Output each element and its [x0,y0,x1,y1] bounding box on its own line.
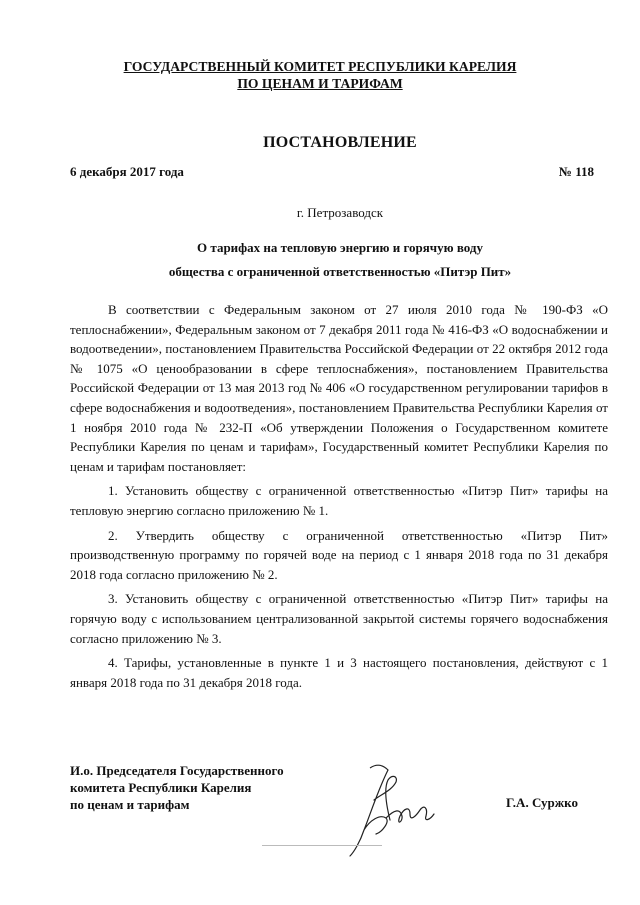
item-2-paragraph: 2. Утвердить обществу с ограниченной ответственностью «Питэр Пит» производственную программу по горячей воде на период с 1 января 2018 года по 31 декабря 2018 года согласно приложению № 2. [70,527,608,582]
item-3-paragraph: 3. Установить обществу с ограниченной ответственностью «Питэр Пит» тарифы на горячую воду с использованием централизованной закрытой системы горячего водоснабжения согласно приложению № 3. [70,591,608,646]
scan-artifact-line [262,845,382,846]
document-body [70,300,608,692]
item-4-paragraph: 4. Тарифы, установленные в пункте 1 и 3 настоящего постановления, действуют с 1 января 2018 года по 31 декабря 2018 года. [70,655,608,690]
preamble-paragraph: В соответствии с Федеральным законом от 27 июля 2010 года № 190-ФЗ «О теплоснабжении», Федеральным законом от 7 декабря 2011 года № 416-ФЗ «О водоснабжении и водоотведении», постановлением Правительства Российской Федерации от 22 октября 2012 года № 1075 «О ценообразовании в сфере теплоснабжения», постановлением Правительства Российской Федерации от 13 мая 2013 год № 406 «О государственном регулировании тарифов в сфере водоснабжения и водоотведения», постановлением Правительства Республики Карелия от 1 ноября 2010 года № 232-П «Об утверждении Положения о Государственном комитете Республики Карелия по ценам и тарифам», Государственный комитет Республики Карелия по ценам и тарифам постановляет: [70,302,608,474]
signatory-line-2: комитета Республики Карелия [70,780,252,795]
document-date: 6 декабря 2017 года [70,164,184,179]
signatory-title [70,762,284,813]
header-line-1: ГОСУДАРСТВЕННЫЙ КОМИТЕТ РЕСПУБЛИКИ КАРЕЛИЯ [123,59,517,74]
header-line-2: ПО ЦЕНАМ И ТАРИФАМ [237,76,403,91]
item-1-paragraph: 1. Установить обществу с ограниченной ответственностью «Питэр Пит» тарифы на тепловую энергию согласно приложению № 1. [70,483,608,518]
signatory-line-3: по ценам и тарифам [70,797,190,812]
document-title: ПОСТАНОВЛЕНИЕ [263,134,417,151]
document-number: № 118 [558,164,594,179]
subject-line-2: общества с ограниченной ответственностью «Питэр Пит» [168,264,512,279]
document-subject [0,236,640,284]
signatory-name: Г.А. Суржко [506,795,578,810]
subject-line-1: О тарифах на тепловую энергию и горячую воду [197,240,483,255]
signatory-line-1: И.о. Председателя Государственного [70,763,284,778]
document-city: г. Петрозаводск [296,205,384,220]
